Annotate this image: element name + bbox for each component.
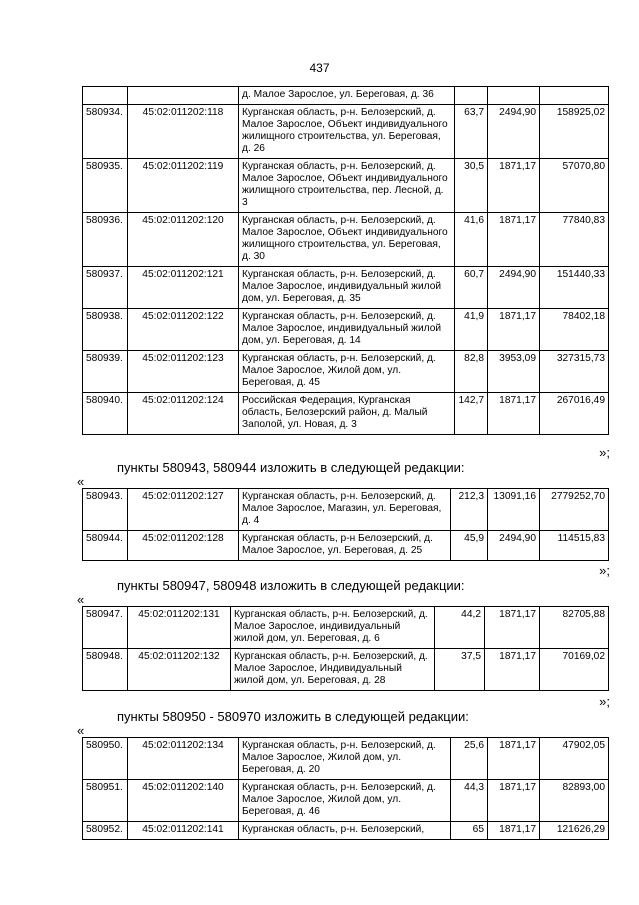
address-cell: Курганская область, р-н. Белозерский,: [239, 822, 451, 840]
entry-number-cell: 580951.: [83, 780, 128, 822]
entry-number-cell: 580950.: [83, 738, 128, 780]
closing-quote: »;: [599, 694, 610, 709]
cadastral-number-cell: 45:02:011202:131: [128, 607, 231, 649]
cadastral-number-cell: 45:02:011202:140: [128, 780, 239, 822]
rate-cell: 3953,09: [488, 351, 540, 393]
table-row: [83, 105, 609, 159]
opening-quote: «: [77, 723, 85, 738]
rate-cell: 2494,90: [488, 267, 540, 309]
cadastral-number-cell: [128, 87, 239, 105]
entry-number-cell: 580938.: [83, 309, 128, 351]
page-number: 437: [309, 61, 330, 75]
address-cell: Курганская область, р-н. Белозерский, д. Малое Зарослое, Объект индивидуального жилищного строительства, пер. Лесной, д. 3: [239, 159, 455, 213]
cadastral-number-cell: 45:02:011202:124: [128, 393, 239, 435]
rate-cell: 1871,17: [488, 393, 540, 435]
value-cell: 78402,18: [540, 309, 609, 351]
area-cell: 65: [451, 822, 488, 840]
rate-cell: 1871,17: [485, 607, 540, 649]
table-row: [83, 393, 609, 435]
entry-number-cell: 580940.: [83, 393, 128, 435]
value-cell: 158925,02: [540, 105, 609, 159]
address-cell: Курганская область, р-н. Белозерский, д. Малое Зарослое, индивидуальный жилой дом, ул. Береговая, д. 35: [239, 267, 455, 309]
cadastral-number-cell: 45:02:011202:122: [128, 309, 239, 351]
rate-cell: 2494,90: [488, 531, 540, 561]
table-row: [83, 738, 609, 780]
amendment-instruction: пункты 580950 - 580970 изложить в следующей редакции:: [117, 709, 469, 724]
value-cell: 82893,00: [540, 780, 609, 822]
area-cell: 60,7: [455, 267, 488, 309]
cadastral-number-cell: 45:02:011202:119: [128, 159, 239, 213]
rate-cell: 1871,17: [488, 822, 540, 840]
address-cell: д. Малое Зарослое, ул. Береговая, д. 36: [239, 87, 455, 105]
area-cell: 212,3: [451, 489, 488, 531]
closing-quote: »;: [599, 445, 610, 460]
rate-cell: [488, 87, 540, 105]
registry-table-4: [82, 737, 609, 840]
entry-number-cell: 580952.: [83, 822, 128, 840]
table-row: [83, 309, 609, 351]
entry-number-cell: 580943.: [83, 489, 128, 531]
address-cell: Курганская область, р-н. Белозерский, д. Малое Зарослое, Жилой дом, ул. Береговая, д. 46: [239, 780, 451, 822]
amendment-instruction: пункты 580943, 580944 изложить в следующей редакции:: [117, 460, 465, 475]
value-cell: 77840,83: [540, 213, 609, 267]
rate-cell: 1871,17: [488, 738, 540, 780]
cadastral-number-cell: 45:02:011202:121: [128, 267, 239, 309]
entry-number-cell: 580935.: [83, 159, 128, 213]
entry-number-cell: 580948.: [83, 649, 128, 691]
entry-number-cell: 580947.: [83, 607, 128, 649]
value-cell: 82705,88: [540, 607, 609, 649]
area-cell: 45,9: [451, 531, 488, 561]
value-cell: 267016,49: [540, 393, 609, 435]
opening-quote: «: [77, 592, 85, 607]
value-cell: 121626,29: [540, 822, 609, 840]
entry-number-cell: 580936.: [83, 213, 128, 267]
table-row: [83, 531, 609, 561]
rate-cell: 1871,17: [488, 780, 540, 822]
table-row: [83, 822, 609, 840]
address-cell: Курганская область, р-н. Белозерский, д. Малое Зарослое, Магазин, ул. Береговая, д. 4: [239, 489, 451, 531]
address-cell: Курганская область, р-н. Белозерский, д. Малое Зарослое, индивидуальный жилой дом, ул. Береговая, д. 6: [231, 607, 435, 649]
entry-number-cell: 580939.: [83, 351, 128, 393]
value-cell: 47902,05: [540, 738, 609, 780]
rate-cell: 1871,17: [488, 159, 540, 213]
cadastral-number-cell: 45:02:011202:128: [128, 531, 239, 561]
value-cell: 327315,73: [540, 351, 609, 393]
table-row: [83, 87, 609, 105]
address-cell: Курганская область, р-н. Белозерский, д. Малое Зарослое, индивидуальный жилой дом, ул. Береговая, д. 14: [239, 309, 455, 351]
table-row: [83, 267, 609, 309]
address-cell: Курганская область, р-н. Белозерский, д. Малое Зарослое, Жилой дом, ул. Береговая, д. 45: [239, 351, 455, 393]
area-cell: 44,3: [451, 780, 488, 822]
area-cell: 25,6: [451, 738, 488, 780]
address-cell: Российская Федерация, Курганская область, Белозерский район, д. Малый Заполой, ул. Новая, д. 3: [239, 393, 455, 435]
rate-cell: 1871,17: [488, 309, 540, 351]
cadastral-number-cell: 45:02:011202:120: [128, 213, 239, 267]
area-cell: [455, 87, 488, 105]
area-cell: 44,2: [435, 607, 485, 649]
rate-cell: 1871,17: [485, 649, 540, 691]
value-cell: 70169,02: [540, 649, 609, 691]
registry-table-3: [82, 606, 609, 691]
address-cell: Курганская область, р-н Белозерский, д. Малое Зарослое, ул. Береговая, д. 25: [239, 531, 451, 561]
table-row: [83, 351, 609, 393]
registry-table-2: [82, 488, 609, 561]
entry-number-cell: 580934.: [83, 105, 128, 159]
area-cell: 41,9: [455, 309, 488, 351]
rate-cell: 13091,16: [488, 489, 540, 531]
cadastral-number-cell: 45:02:011202:118: [128, 105, 239, 159]
table-row: [83, 649, 609, 691]
entry-number-cell: 580937.: [83, 267, 128, 309]
registry-table-1: [82, 86, 609, 435]
value-cell: 114515,83: [540, 531, 609, 561]
area-cell: 142,7: [455, 393, 488, 435]
area-cell: 63,7: [455, 105, 488, 159]
value-cell: 151440,33: [540, 267, 609, 309]
area-cell: 30,5: [455, 159, 488, 213]
value-cell: 2779252,70: [540, 489, 609, 531]
closing-quote: »;: [599, 563, 610, 578]
cadastral-number-cell: 45:02:011202:127: [128, 489, 239, 531]
table-row: [83, 489, 609, 531]
rate-cell: 1871,17: [488, 213, 540, 267]
area-cell: 37,5: [435, 649, 485, 691]
address-cell: Курганская область, р-н. Белозерский, д. Малое Зарослое, Объект индивидуального жилищного строительства, ул. Береговая, д. 26: [239, 105, 455, 159]
cadastral-number-cell: 45:02:011202:134: [128, 738, 239, 780]
entry-number-cell: [83, 87, 128, 105]
table-row: [83, 213, 609, 267]
table-row: [83, 780, 609, 822]
cadastral-number-cell: 45:02:011202:141: [128, 822, 239, 840]
entry-number-cell: 580944.: [83, 531, 128, 561]
area-cell: 41,6: [455, 213, 488, 267]
value-cell: [540, 87, 609, 105]
area-cell: 82,8: [455, 351, 488, 393]
table-row: [83, 159, 609, 213]
rate-cell: 2494,90: [488, 105, 540, 159]
table-row: [83, 607, 609, 649]
opening-quote: «: [77, 474, 85, 489]
amendment-instruction: пункты 580947, 580948 изложить в следующей редакции:: [117, 578, 465, 593]
address-cell: Курганская область, р-н. Белозерский, д. Малое Зарослое, Индивидуальный жилой дом, ул. Береговая, д. 28: [231, 649, 435, 691]
address-cell: Курганская область, р-н. Белозерский, д. Малое Зарослое, Объект индивидуального жилищного строительства, ул. Береговая, д. 30: [239, 213, 455, 267]
value-cell: 57070,80: [540, 159, 609, 213]
address-cell: Курганская область, р-н. Белозерский, д. Малое Зарослое, Жилой дом, ул. Береговая, д. 20: [239, 738, 451, 780]
cadastral-number-cell: 45:02:011202:123: [128, 351, 239, 393]
cadastral-number-cell: 45:02:011202:132: [128, 649, 231, 691]
